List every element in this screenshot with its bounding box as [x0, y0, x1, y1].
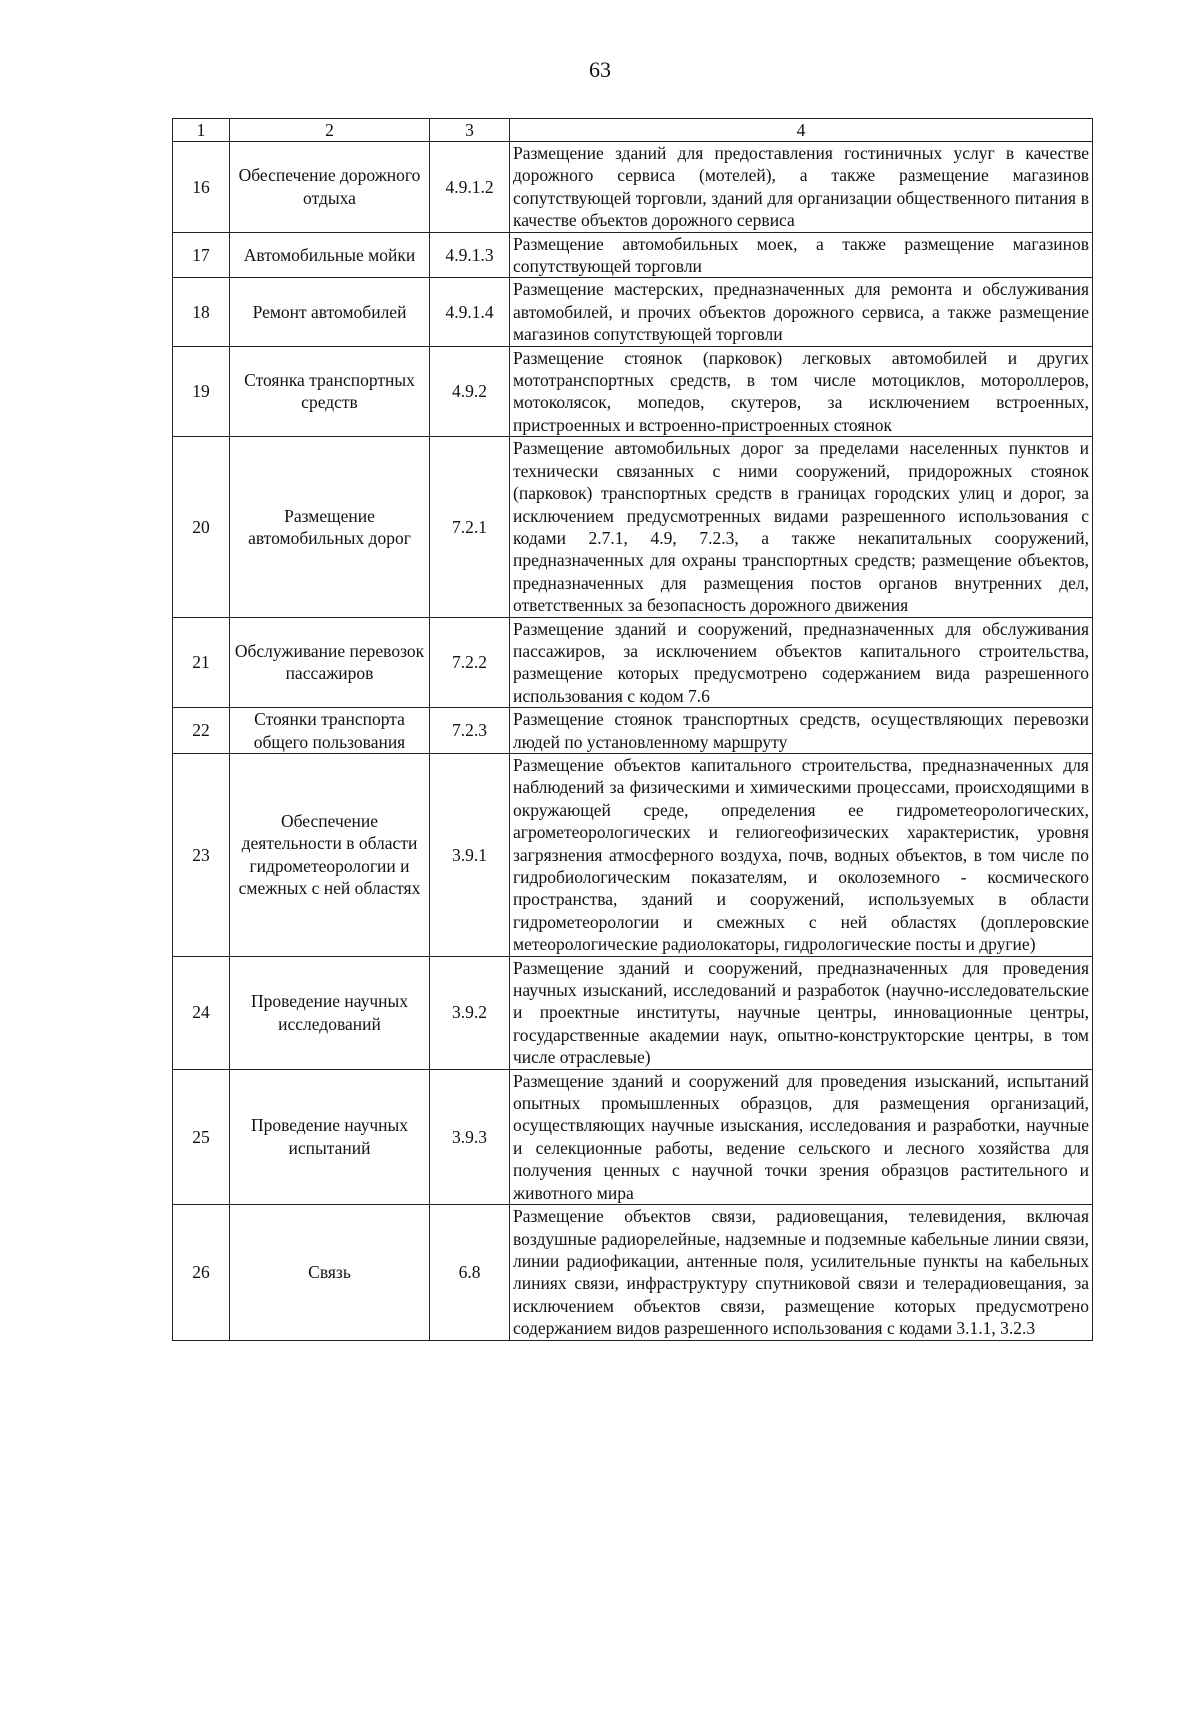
- row-number: 17: [173, 232, 230, 278]
- row-description: Размещение зданий для предоставления гостиничных услуг в качестве дорожного сервиса (мотелей), а также размещение магазинов сопутствующей торговли, зданий для организации общественного питания в качестве объектов дорожного сервиса: [510, 142, 1093, 233]
- row-code: 3.9.2: [430, 956, 510, 1069]
- row-description: Размещение объектов связи, радиовещания, телевидения, включая воздушные радиорелейные, надземные и подземные кабельные линии связи, линии радиофикации, антенные поля, усилительные пункты на кабельных линиях связи, инфраструктуру спутниковой связи и телерадиовещания, за исключением объектов связи, размещение которых предусмотрено содержанием видов разрешенного использования с кодами 3.1.1, 3.2.3: [510, 1205, 1093, 1340]
- row-code: 3.9.1: [430, 753, 510, 956]
- header-col-3: 3: [430, 119, 510, 142]
- header-col-1: 1: [173, 119, 230, 142]
- row-description: Размещение зданий и сооружений, предназначенных для обслуживания пассажиров, за исключением объектов капитального строительства, размещение которых предусмотрено содержанием вида разрешенного использования с кодом 7.6: [510, 617, 1093, 708]
- table-row: [173, 1205, 1093, 1340]
- row-name: Проведение научных исследований: [230, 956, 430, 1069]
- row-number: 24: [173, 956, 230, 1069]
- row-description: Размещение стоянок транспортных средств, осуществляющих перевозки людей по установленному маршруту: [510, 708, 1093, 754]
- row-name: Связь: [230, 1205, 430, 1340]
- row-description: Размещение мастерских, предназначенных для ремонта и обслуживания автомобилей, и прочих объектов дорожного сервиса, а также размещение магазинов сопутствующей торговли: [510, 278, 1093, 346]
- table-row: [173, 956, 1093, 1069]
- row-number: 18: [173, 278, 230, 346]
- row-name: Обеспечение деятельности в области гидрометеорологии и смежных с ней областях: [230, 753, 430, 956]
- row-name: Стоянка транспортных средств: [230, 346, 430, 437]
- header-col-4: 4: [510, 119, 1093, 142]
- row-name: Ремонт автомобилей: [230, 278, 430, 346]
- table-row: [173, 437, 1093, 617]
- row-name: Размещение автомобильных дорог: [230, 437, 430, 617]
- table-row: [173, 708, 1093, 754]
- row-code: 7.2.3: [430, 708, 510, 754]
- row-number: 21: [173, 617, 230, 708]
- table-row: [173, 346, 1093, 437]
- row-name: Стоянки транспорта общего пользования: [230, 708, 430, 754]
- row-number: 26: [173, 1205, 230, 1340]
- row-number: 19: [173, 346, 230, 437]
- land-use-table: [172, 118, 1093, 1341]
- row-code: 7.2.1: [430, 437, 510, 617]
- row-code: 4.9.1.2: [430, 142, 510, 233]
- row-description: Размещение автомобильных моек, а также размещение магазинов сопутствующей торговли: [510, 232, 1093, 278]
- row-code: 4.9.1.3: [430, 232, 510, 278]
- table-row: [173, 142, 1093, 233]
- row-code: 4.9.2: [430, 346, 510, 437]
- row-code: 3.9.3: [430, 1069, 510, 1204]
- row-number: 22: [173, 708, 230, 754]
- row-number: 25: [173, 1069, 230, 1204]
- row-number: 20: [173, 437, 230, 617]
- row-name: Проведение научных испытаний: [230, 1069, 430, 1204]
- row-description: Размещение зданий и сооружений для проведения изысканий, испытаний опытных промышленных образцов, для размещения организаций, осуществляющих научные изыскания, исследования и разработки, научные и селекционные работы, ведение сельского и лесного хозяйства для получения ценных с научной точки зрения образцов растительного и животного мира: [510, 1069, 1093, 1204]
- row-description: Размещение автомобильных дорог за пределами населенных пунктов и технически связанных с ними сооружений, придорожных стоянок (парковок) транспортных средств в границах городских улиц и дорог, за исключением предусмотренных видами разрешенного использования с кодами 2.7.1, 4.9, 7.2.3, а также некапитальных сооружений, предназначенных для охраны транспортных средств; размещение объектов, предназначенных для размещения постов органов внутренних дел, ответственных за безопасность дорожного движения: [510, 437, 1093, 617]
- table-row: [173, 278, 1093, 346]
- row-number: 16: [173, 142, 230, 233]
- header-col-2: 2: [230, 119, 430, 142]
- row-description: Размещение объектов капитального строительства, предназначенных для наблюдений за физическими и химическими процессами, происходящими в окружающей среде, определения ее гидрометеорологических, агрометеорологических и гелиогеофизических характеристик, уровня загрязнения атмосферного воздуха, почв, водных объектов, в том числе по гидробиологическим показателям, и околоземного - космического пространства, зданий и сооружений, используемых в области гидрометеорологии и смежных с ней областях (доплеровские метеорологические радиолокаторы, гидрологические посты и другие): [510, 753, 1093, 956]
- row-number: 23: [173, 753, 230, 956]
- table-row: [173, 753, 1093, 956]
- row-name: Обеспечение дорожного отдыха: [230, 142, 430, 233]
- row-code: 4.9.1.4: [430, 278, 510, 346]
- table-body: [173, 119, 1093, 1341]
- row-code: 7.2.2: [430, 617, 510, 708]
- page-number: 63: [589, 57, 611, 82]
- table-header-row: [173, 119, 1093, 142]
- row-code: 6.8: [430, 1205, 510, 1340]
- table-row: [173, 1069, 1093, 1204]
- table-row: [173, 232, 1093, 278]
- row-description: Размещение стоянок (парковок) легковых автомобилей и других мототранспортных средств, в том числе мотоциклов, мотороллеров, мотоколясок, мопедов, скутеров, за исключением встроенных, пристроенных и встроенно-пристроенных стоянок: [510, 346, 1093, 437]
- row-name: Автомобильные мойки: [230, 232, 430, 278]
- row-description: Размещение зданий и сооружений, предназначенных для проведения научных изысканий, исследований и разработок (научно-исследовательские и проектные институты, научные центры, инновационные центры, государственные академии наук, опытно-конструкторские центры, в том числе отраслевые): [510, 956, 1093, 1069]
- row-name: Обслуживание перевозок пассажиров: [230, 617, 430, 708]
- table-row: [173, 617, 1093, 708]
